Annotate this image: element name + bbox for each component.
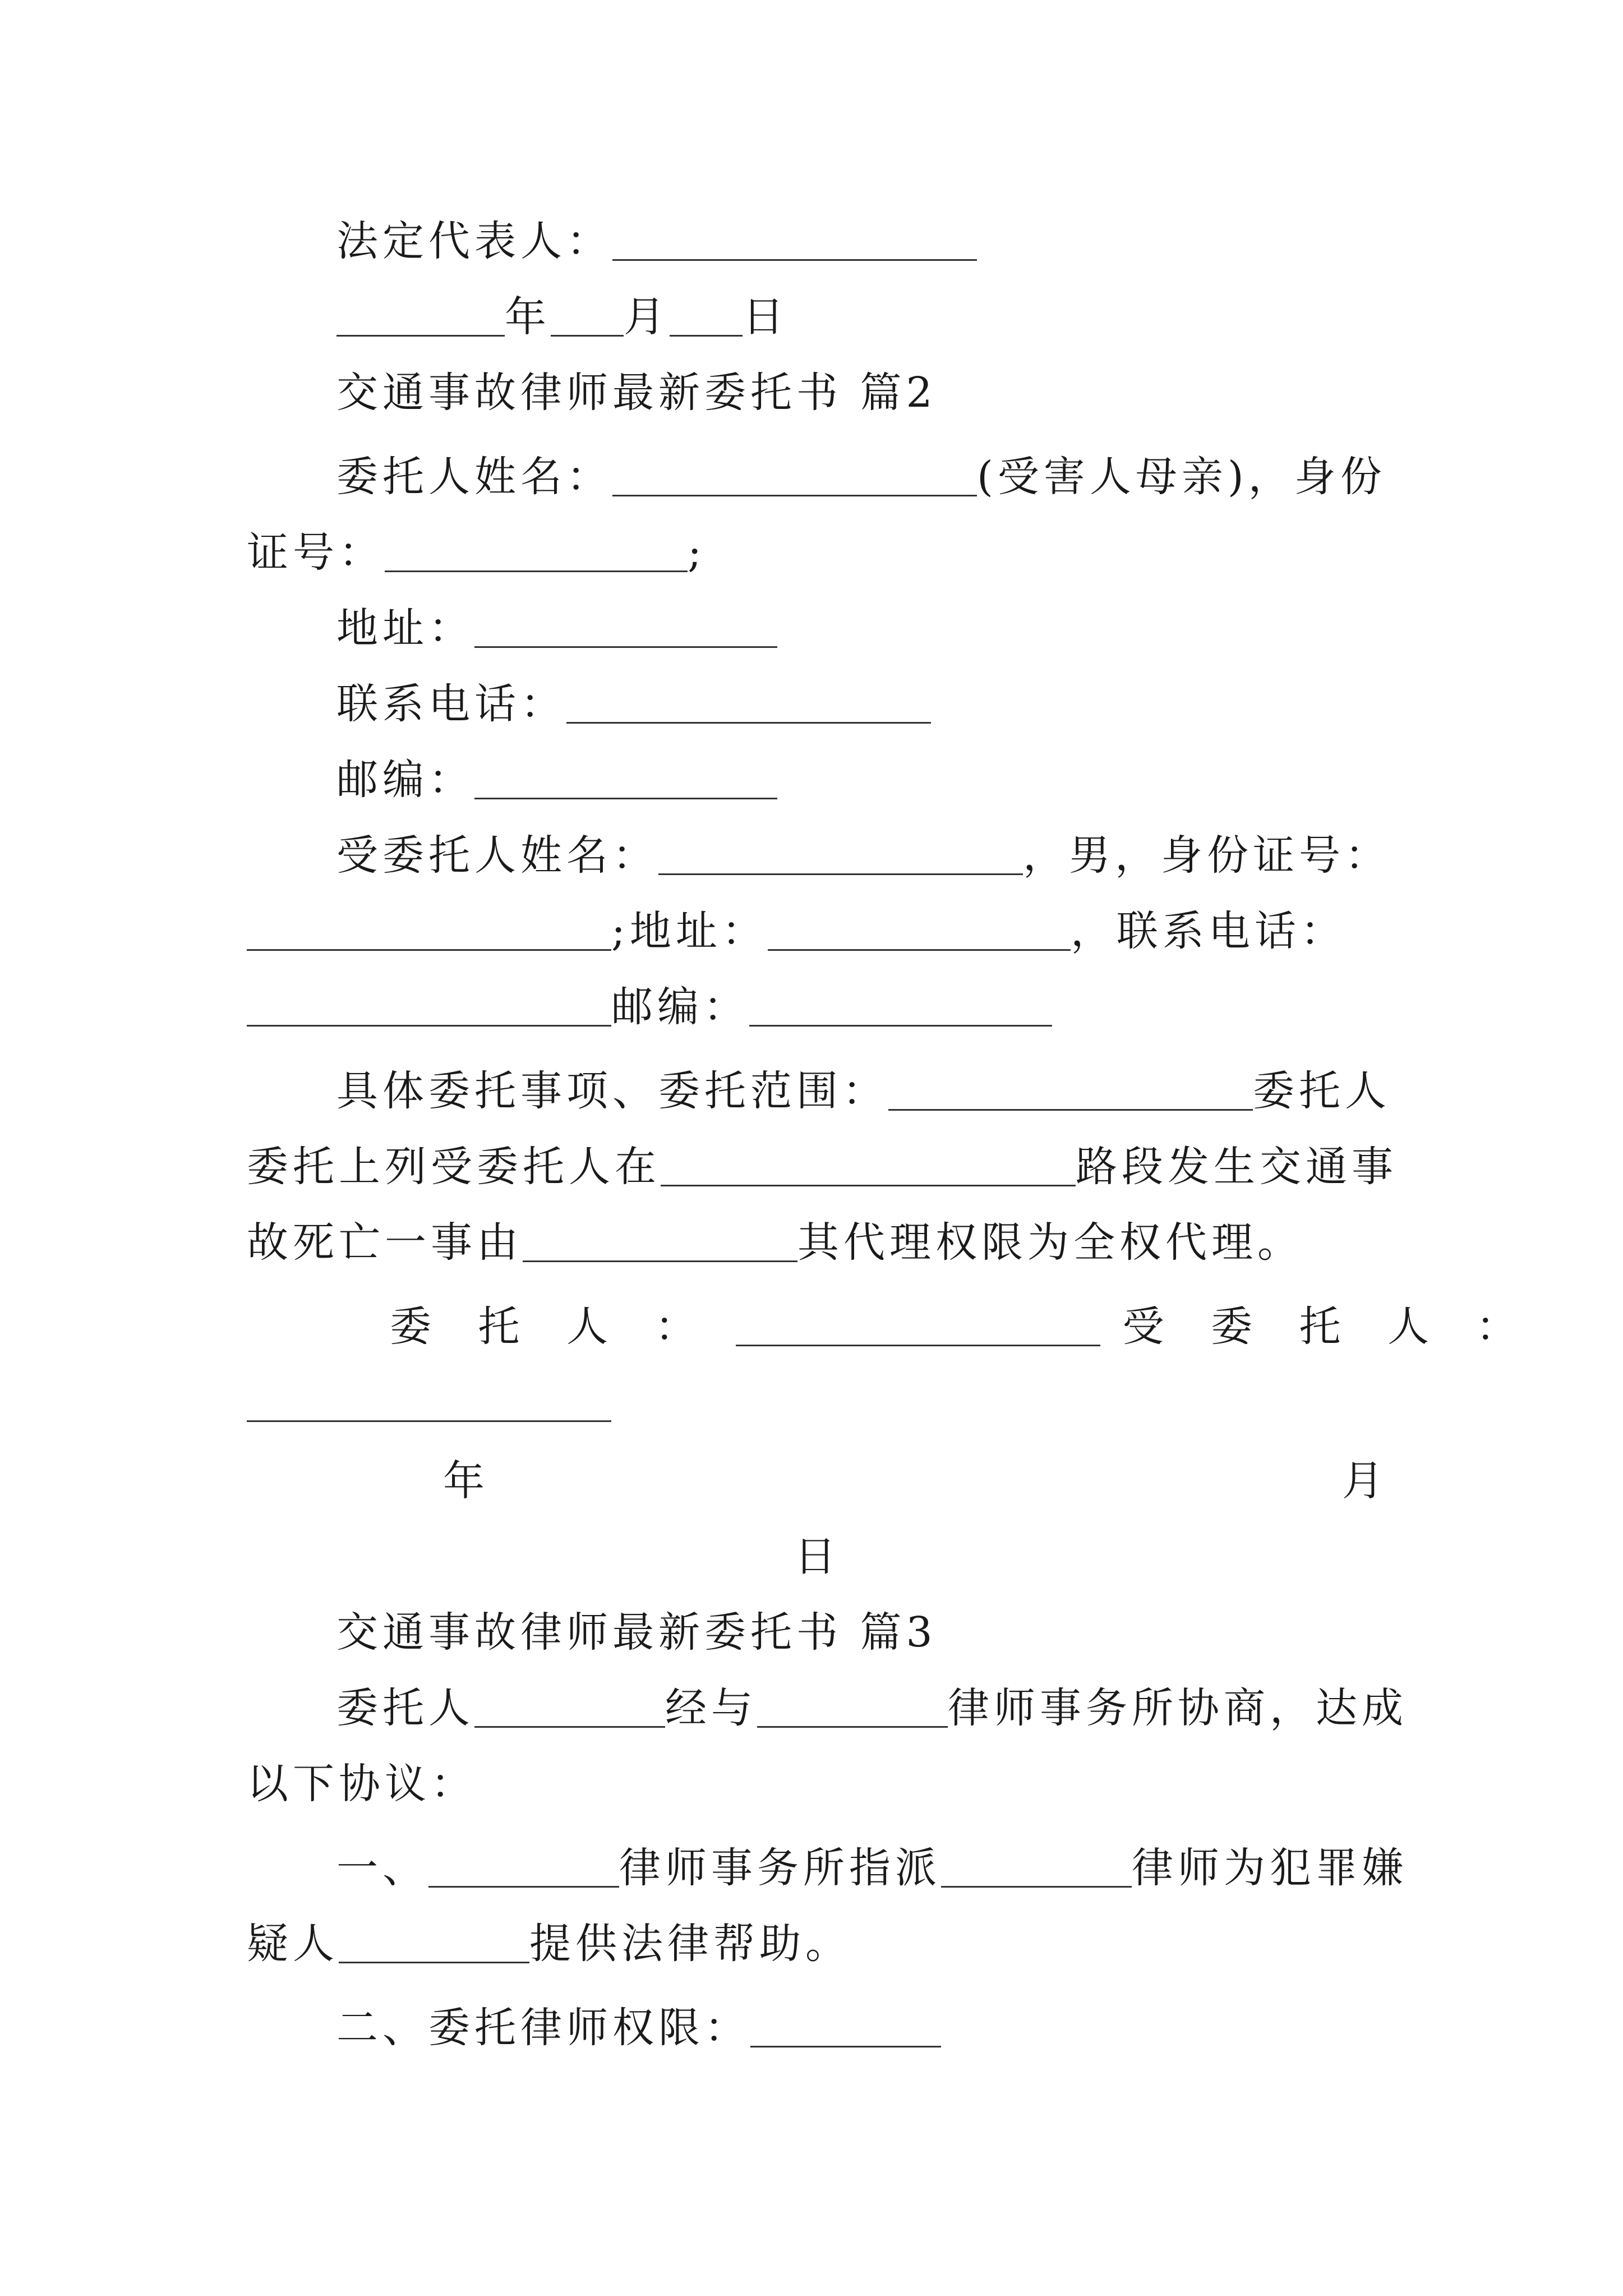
agreement-mid: 经与 — [665, 1684, 757, 1732]
agent-postcode-blank[interactable] — [749, 986, 1052, 1027]
client-address-line — [247, 595, 1388, 662]
clause-two-line — [247, 1994, 1388, 2062]
agent-name-suffix: ，男，身份证号： — [1023, 831, 1391, 880]
section-heading-2-text: 交通事故律师最新委托书 篇2 — [336, 369, 937, 417]
year-label: 年 — [505, 293, 551, 341]
client-postcode-line — [247, 746, 1388, 813]
client-phone-line — [247, 670, 1388, 738]
agent-signature-blank-line — [247, 1369, 1388, 1436]
clause-one-cont-suffix: 提供法律帮助。 — [529, 1920, 851, 1968]
year-blank[interactable] — [336, 296, 505, 337]
date-line-3 — [247, 1523, 1388, 1590]
authority-prefix: 故死亡一事由 — [247, 1218, 523, 1267]
road-section-prefix: 委托上列受委托人在 — [247, 1143, 661, 1191]
road-section-blank[interactable] — [661, 1145, 1076, 1186]
agreement-prefix: 委托人 — [336, 1684, 474, 1732]
client-name-label: 委托人姓名： — [336, 453, 612, 501]
date-line-1 — [247, 283, 1388, 351]
month-label-2: 月 — [1342, 1457, 1388, 1505]
authority-suffix: 其代理权限为全权代理。 — [797, 1218, 1303, 1267]
road-section-line — [247, 1133, 1398, 1200]
client-postcode-label: 邮编： — [336, 756, 474, 804]
agent-signature-blank[interactable] — [247, 1381, 611, 1422]
month-label: 月 — [624, 293, 670, 341]
clause-two-label: 二、委托律师权限： — [336, 2004, 750, 2052]
suspect-blank[interactable] — [339, 1922, 529, 1963]
agent-id-blank[interactable] — [247, 910, 611, 951]
client-address-blank[interactable] — [474, 607, 777, 648]
legal-representative-line — [247, 208, 1388, 275]
clause-one-prefix: 一、 — [336, 1844, 428, 1892]
signature-line — [247, 1293, 1534, 1360]
clause-one-lawyer-blank[interactable] — [941, 1847, 1132, 1888]
scope-label: 具体委托事项、委托范围： — [336, 1067, 888, 1115]
clause-one-mid: 律师事务所指派 — [619, 1844, 941, 1892]
agent-address-blank[interactable] — [768, 910, 1071, 951]
road-section-suffix: 路段发生交通事 — [1076, 1143, 1398, 1191]
year-label-2: 年 — [443, 1457, 489, 1505]
client-id-suffix: ; — [688, 528, 706, 577]
agent-name-line — [247, 822, 1391, 889]
day-label: 日 — [743, 293, 789, 341]
scope-line — [247, 1057, 1391, 1125]
agent-name-blank[interactable] — [658, 834, 1023, 875]
client-id-line — [247, 519, 1388, 586]
client-name-line — [247, 443, 1388, 510]
clause-two-blank[interactable] — [750, 2007, 941, 2047]
client-id-blank[interactable] — [385, 531, 688, 572]
agent-name-label: 受委托人姓名： — [336, 831, 658, 880]
clause-one-firm-blank[interactable] — [428, 1847, 619, 1888]
month-blank[interactable] — [551, 296, 624, 337]
client-id-label: 证号： — [247, 528, 385, 577]
agreement-firm-blank[interactable] — [757, 1687, 948, 1728]
agent-phone-blank[interactable] — [247, 986, 611, 1027]
agent-phone-postcode-line — [247, 973, 1388, 1041]
clause-one-continued-line — [247, 1910, 1388, 1977]
clause-one-line — [247, 1834, 1408, 1902]
client-signature-label: 委 托 人 ： — [390, 1303, 713, 1351]
legal-representative-blank[interactable] — [612, 220, 977, 261]
agent-signature-label: 受 委 托 人 ： — [1122, 1303, 1534, 1351]
scope-suffix: 委托人 — [1253, 1067, 1391, 1115]
agreement-line — [247, 1674, 1408, 1742]
agreement-client-blank[interactable] — [474, 1687, 665, 1728]
day-label-2: 日 — [794, 1533, 841, 1581]
agreement-suffix: 律师事务所协商，达成 — [948, 1684, 1408, 1732]
client-phone-blank[interactable] — [566, 683, 931, 724]
client-signature-blank[interactable] — [736, 1305, 1100, 1346]
agent-address-label: ;地址： — [611, 907, 768, 955]
date-line-2 — [247, 1447, 1388, 1515]
scope-blank[interactable] — [888, 1070, 1253, 1111]
agent-id-address-line — [247, 898, 1388, 965]
client-postcode-blank[interactable] — [474, 758, 777, 799]
client-address-label: 地址： — [336, 604, 474, 652]
client-name-suffix: (受害人母亲)，身份 — [977, 453, 1386, 501]
section-heading-3 — [247, 1599, 1388, 1666]
authority-blank[interactable] — [523, 1221, 797, 1262]
legal-representative-label: 法定代表人： — [336, 217, 612, 265]
agent-postcode-label: 邮编： — [611, 983, 749, 1031]
clause-one-suffix: 律师为犯罪嫌 — [1132, 1844, 1408, 1892]
section-heading-2 — [247, 359, 1388, 426]
authority-line — [247, 1209, 1388, 1276]
agreement-continued-line — [247, 1750, 1388, 1818]
clause-one-cont-prefix: 疑人 — [247, 1920, 339, 1968]
client-name-blank[interactable] — [612, 455, 977, 496]
day-blank[interactable] — [670, 296, 743, 337]
client-phone-label: 联系电话： — [336, 680, 566, 728]
agreement-continued-text: 以下协议： — [247, 1760, 477, 1808]
section-heading-3-text: 交通事故律师最新委托书 篇3 — [336, 1608, 937, 1657]
agent-phone-label: ，联系电话： — [1070, 907, 1347, 955]
